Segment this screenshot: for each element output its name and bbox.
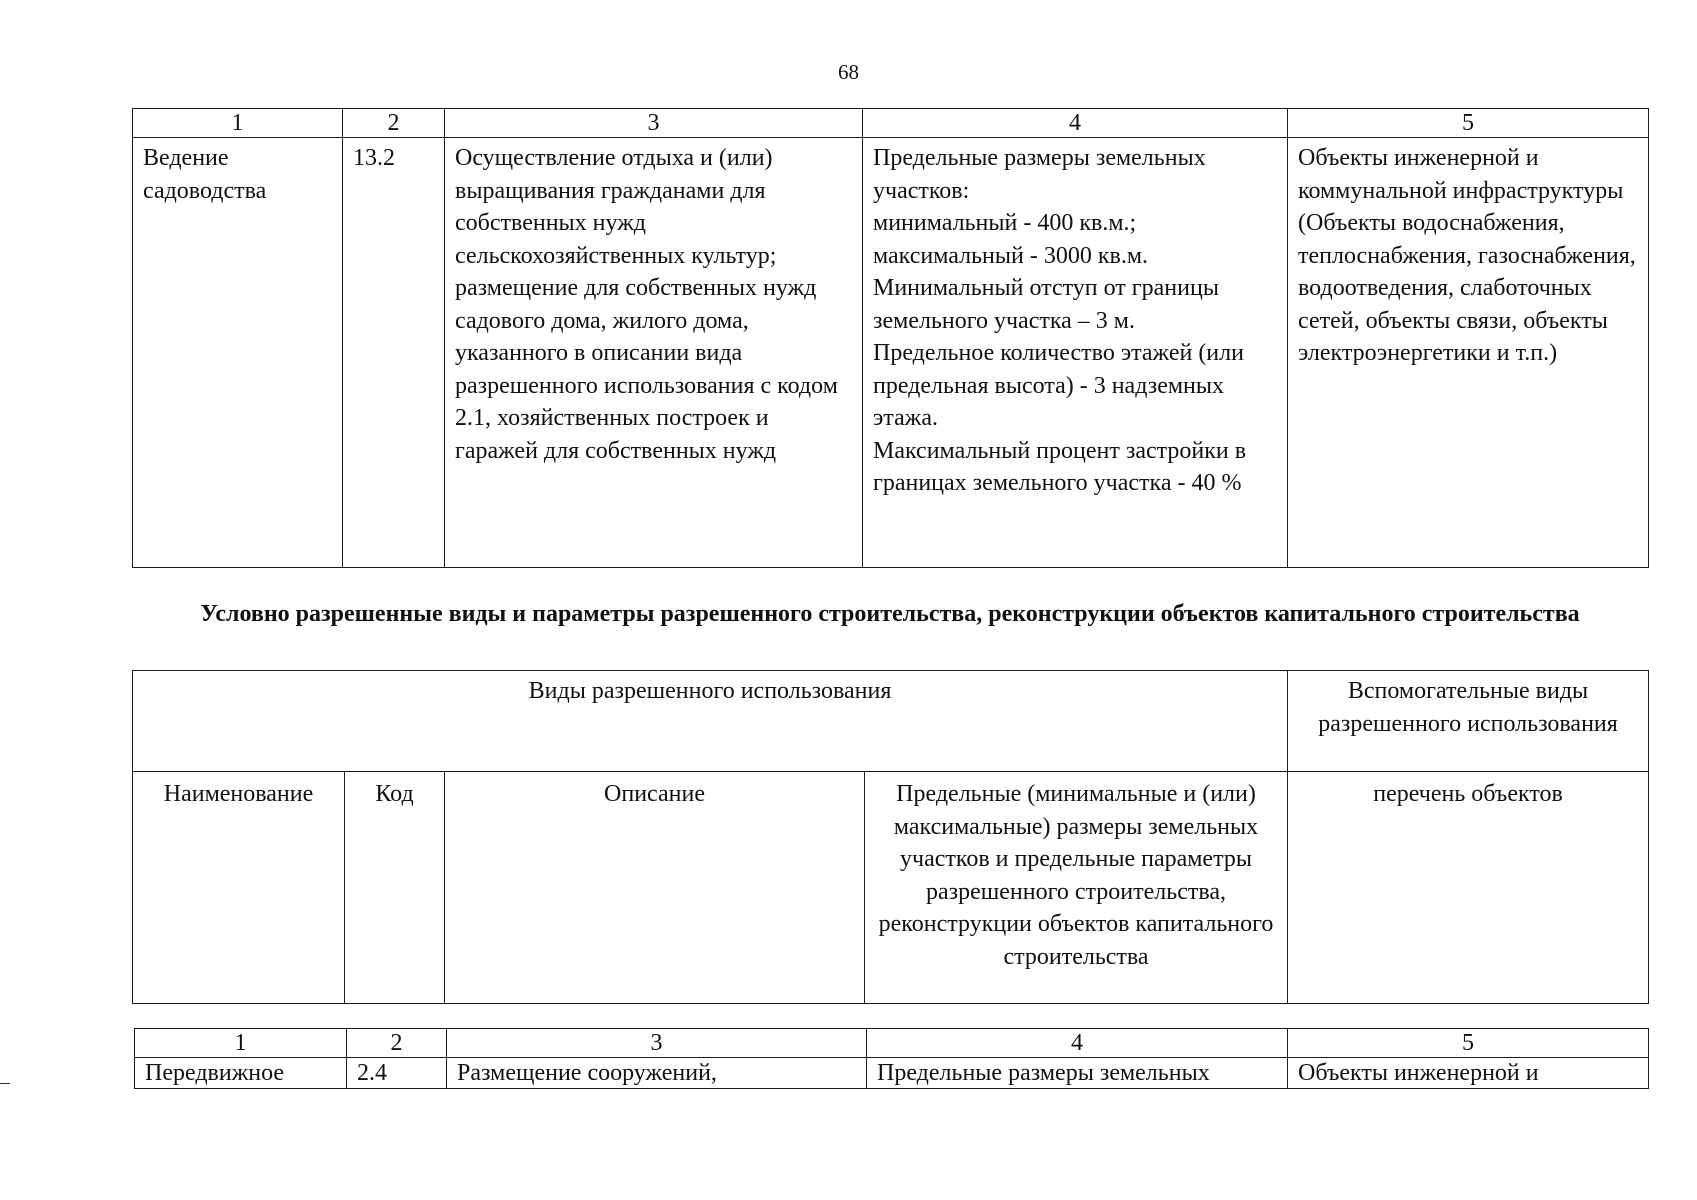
- use-name-cell: Ведение садоводства: [133, 138, 343, 568]
- use-parameters-cell: Предельные размеры земельных: [867, 1058, 1288, 1089]
- page-number: 68: [838, 60, 859, 84]
- column-number-5: 5: [1288, 1029, 1649, 1058]
- group-header-row: [133, 671, 1649, 772]
- parameter-line: Максимальный процент застройки в границах земельного участка - 40 %: [873, 437, 1247, 496]
- conditional-uses-table: [134, 1028, 1649, 1089]
- column-number-2: 2: [343, 109, 445, 138]
- parameter-line: минимальный - 400 кв.м.;: [873, 210, 1137, 236]
- table-row: [133, 138, 1649, 568]
- table-header-row: [133, 109, 1649, 138]
- column-number-3: 3: [447, 1029, 867, 1058]
- parameter-line: Предельное количество этажей (или предельная высота) - 3 надземных этажа.: [873, 340, 1244, 431]
- permitted-uses-table: [132, 108, 1649, 568]
- use-code-cell: 13.2: [343, 138, 445, 568]
- table-row: [135, 1058, 1649, 1089]
- use-code-cell: 2.4: [347, 1058, 447, 1089]
- parameter-line: Минимальный отступ от границы земельного участка – 3 м.: [873, 275, 1219, 334]
- use-description-cell: Осуществление отдыха и (или) выращивания гражданами для собственных нужд сельскохозяйственных культур; размещение для собственных нужд садового дома, жилого дома, указанного в описании вида разрешенного использования с кодом 2.1, хозяйственных построек и гаражей для собственных нужд: [445, 138, 863, 568]
- scan-edge-mark: [0, 1083, 10, 1084]
- column-number-4: 4: [867, 1029, 1288, 1058]
- main-uses-group-header: Виды разрешенного использования: [133, 671, 1288, 772]
- use-description-cell: Размещение сооружений,: [447, 1058, 867, 1089]
- parameter-line: Предельные размеры земельных участков:: [873, 145, 1206, 204]
- section-title: Условно разрешенные виды и параметры разрешенного строительства, реконструкции объектов капитального строительства: [200, 601, 1580, 627]
- auxiliary-uses-group-header: Вспомогательные виды разрешенного использования: [1288, 671, 1649, 772]
- description-column-header: Описание: [445, 772, 865, 1004]
- use-parameters-cell: [863, 138, 1288, 568]
- parameter-line: максимальный - 3000 кв.м.: [873, 242, 1149, 269]
- auxiliary-uses-cell: Объекты инженерной и: [1288, 1058, 1649, 1089]
- column-number-1: 1: [135, 1029, 347, 1058]
- table-header-row: [135, 1029, 1649, 1058]
- column-number-5: 5: [1288, 109, 1649, 138]
- use-name-cell: Передвижное: [135, 1058, 347, 1089]
- column-number-3: 3: [445, 109, 863, 138]
- code-column-header: Код: [345, 772, 445, 1004]
- parameters-column-header: Предельные (минимальные и (или) максимальные) размеры земельных участков и предельные параметры разрешенного строительства, реконструкции объектов капитального строительства: [865, 772, 1288, 1004]
- auxiliary-uses-cell: Объекты инженерной и коммунальной инфраструктуры (Объекты водоснабжения, теплоснабжения, газоснабжения, водоотведения, слаботочных сетей, объекты связи, объекты электроэнергетики и т.п.): [1288, 138, 1649, 568]
- column-number-1: 1: [133, 109, 343, 138]
- column-number-4: 4: [863, 109, 1288, 138]
- conditional-uses-header-table: [132, 670, 1649, 1004]
- objects-list-column-header: перечень объектов: [1288, 772, 1649, 1004]
- column-number-2: 2: [347, 1029, 447, 1058]
- column-header-row: [133, 772, 1649, 1004]
- name-column-header: Наименование: [133, 772, 345, 1004]
